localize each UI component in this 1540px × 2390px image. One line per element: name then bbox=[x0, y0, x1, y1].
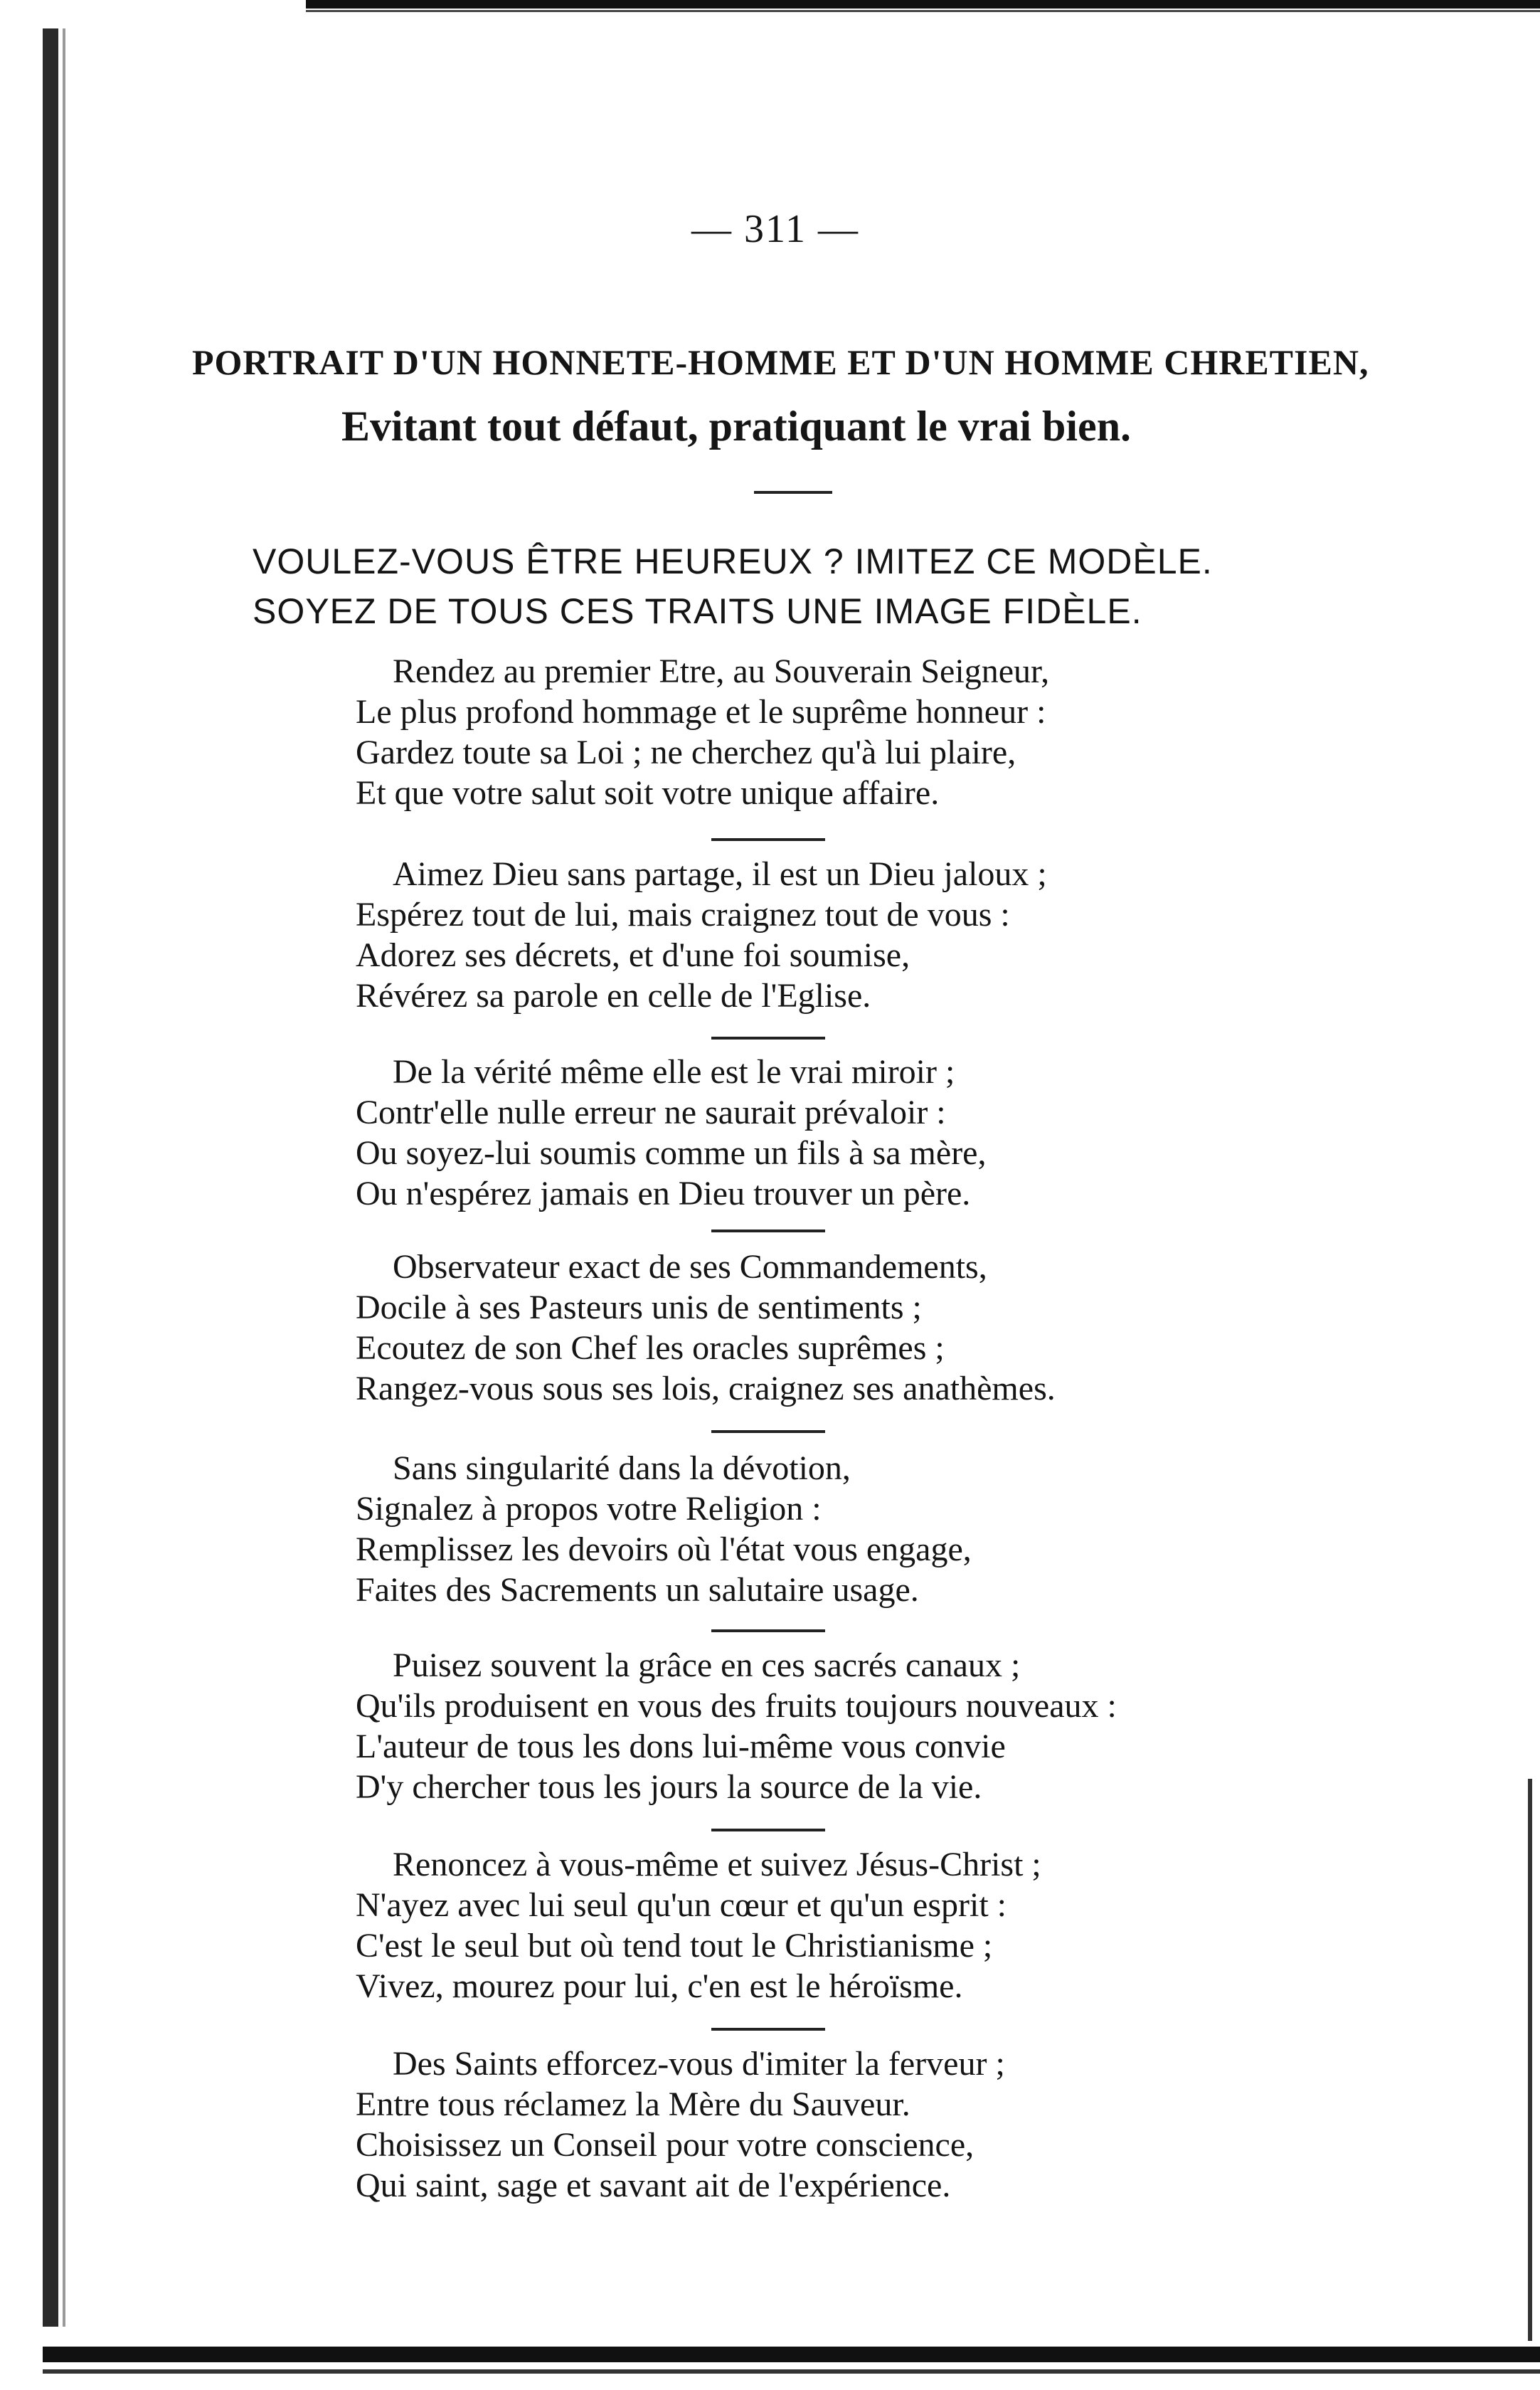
scan-border-bottom-thin bbox=[43, 2369, 1540, 2374]
verse-line: Révérez sa parole en celle de l'Eglise. bbox=[356, 977, 871, 1015]
stanza-5 bbox=[356, 1448, 1408, 1610]
scan-border-top bbox=[306, 0, 1540, 9]
verse-line: Entre tous réclamez la Mère du Sauveur. bbox=[356, 2085, 910, 2123]
verse-line: Des Saints efforcez-vous d'imiter la ferveur ; bbox=[393, 2045, 1005, 2083]
verse-line: Remplissez les devoirs où l'état vous engage, bbox=[356, 1530, 972, 1568]
verse-line: Et que votre salut soit votre unique affaire. bbox=[356, 774, 940, 812]
stanza-2 bbox=[356, 854, 1408, 1016]
verse-line: Adorez ses décrets, et d'une foi soumise, bbox=[356, 936, 910, 974]
scan-border-bottom bbox=[43, 2347, 1540, 2362]
verse-line: Le plus profond hommage et le suprême honneur : bbox=[356, 693, 1046, 731]
verse-line: Signalez à propos votre Religion : bbox=[356, 1490, 822, 1528]
stanza-1 bbox=[356, 651, 1408, 813]
verse-line: Renoncez à vous-même et suivez Jésus-Christ ; bbox=[393, 1846, 1041, 1883]
stanza-divider bbox=[711, 1430, 825, 1433]
verse-line: Qui saint, sage et savant ait de l'expérience. bbox=[356, 2167, 951, 2204]
verse-line: Rangez-vous sous ses lois, craignez ses anathèmes. bbox=[356, 1370, 1056, 1407]
verse-line: Ou n'espérez jamais en Dieu trouver un père. bbox=[356, 1175, 971, 1212]
verse-line: Faites des Sacrements un salutaire usage. bbox=[356, 1571, 919, 1609]
verse-line: Docile à ses Pasteurs unis de sentiments ; bbox=[356, 1289, 922, 1326]
verse-line: Gardez toute sa Loi ; ne cherchez qu'à lui plaire, bbox=[356, 734, 1016, 771]
stanza-8 bbox=[356, 2043, 1408, 2206]
verse-line: D'y chercher tous les jours la source de la vie. bbox=[356, 1768, 982, 1806]
stanza-divider bbox=[711, 838, 825, 841]
title-divider bbox=[754, 491, 832, 494]
page-title: PORTRAIT D'UN HONNETE-HOMME ET D'UN HOMME CHRETIEN, bbox=[192, 342, 1369, 382]
verse-line: Vivez, mourez pour lui, c'en est le héroïsme. bbox=[356, 1967, 963, 2005]
stanza-divider bbox=[711, 2028, 825, 2031]
verse-line: Qu'ils produisent en vous des fruits toujours nouveaux : bbox=[356, 1687, 1117, 1725]
motto-line-1: VOULEZ-VOUS ÊTRE HEUREUX ? IMITEZ CE MODÈLE. bbox=[253, 541, 1213, 581]
verse-line: Rendez au premier Etre, au Souverain Seigneur, bbox=[393, 652, 1050, 690]
stanza-6 bbox=[356, 1645, 1408, 1807]
page-subtitle: Evitant tout défaut, pratiquant le vrai bien. bbox=[341, 403, 1132, 450]
scan-border-left-inner bbox=[63, 28, 65, 2327]
verse-line: Choisissez un Conseil pour votre conscience, bbox=[356, 2126, 975, 2164]
verse-line: Espérez tout de lui, mais craignez tout de vous : bbox=[356, 896, 1010, 934]
stanza-divider bbox=[711, 1230, 825, 1232]
verse-line: Aimez Dieu sans partage, il est un Dieu jaloux ; bbox=[393, 855, 1047, 893]
stanza-7 bbox=[356, 1844, 1408, 2006]
verse-line: Puisez souvent la grâce en ces sacrés canaux ; bbox=[393, 1646, 1021, 1684]
scan-border-top-thin bbox=[306, 10, 1540, 12]
verse-line: Observateur exact de ses Commandements, bbox=[393, 1248, 987, 1286]
verse-line: N'ayez avec lui seul qu'un cœur et qu'un esprit : bbox=[356, 1886, 1007, 1924]
verse-line: Ecoutez de son Chef les oracles suprêmes ; bbox=[356, 1329, 945, 1367]
stanza-divider bbox=[711, 1037, 825, 1040]
verse-line: Contr'elle nulle erreur ne saurait prévaloir : bbox=[356, 1094, 946, 1131]
verse-line: C'est le seul but où tend tout le Christianisme ; bbox=[356, 1927, 993, 1965]
motto-line-2: SOYEZ DE TOUS CES TRAITS UNE IMAGE FIDÈLE. bbox=[253, 591, 1142, 631]
stanza-divider bbox=[711, 1829, 825, 1831]
verse-line: De la vérité même elle est le vrai miroir ; bbox=[393, 1053, 955, 1091]
verse-line: Sans singularité dans la dévotion, bbox=[393, 1449, 851, 1487]
verse-line: L'auteur de tous les dons lui-même vous convie bbox=[356, 1728, 1006, 1765]
page-number: — 311 — bbox=[691, 207, 859, 251]
stanza-divider bbox=[711, 1629, 825, 1632]
scan-border-left bbox=[43, 28, 58, 2327]
stanza-4 bbox=[356, 1247, 1408, 1409]
stanza-3 bbox=[356, 1052, 1408, 1214]
verse-line: Ou soyez-lui soumis comme un fils à sa mère, bbox=[356, 1134, 987, 1172]
scan-border-right bbox=[1528, 1779, 1532, 2341]
